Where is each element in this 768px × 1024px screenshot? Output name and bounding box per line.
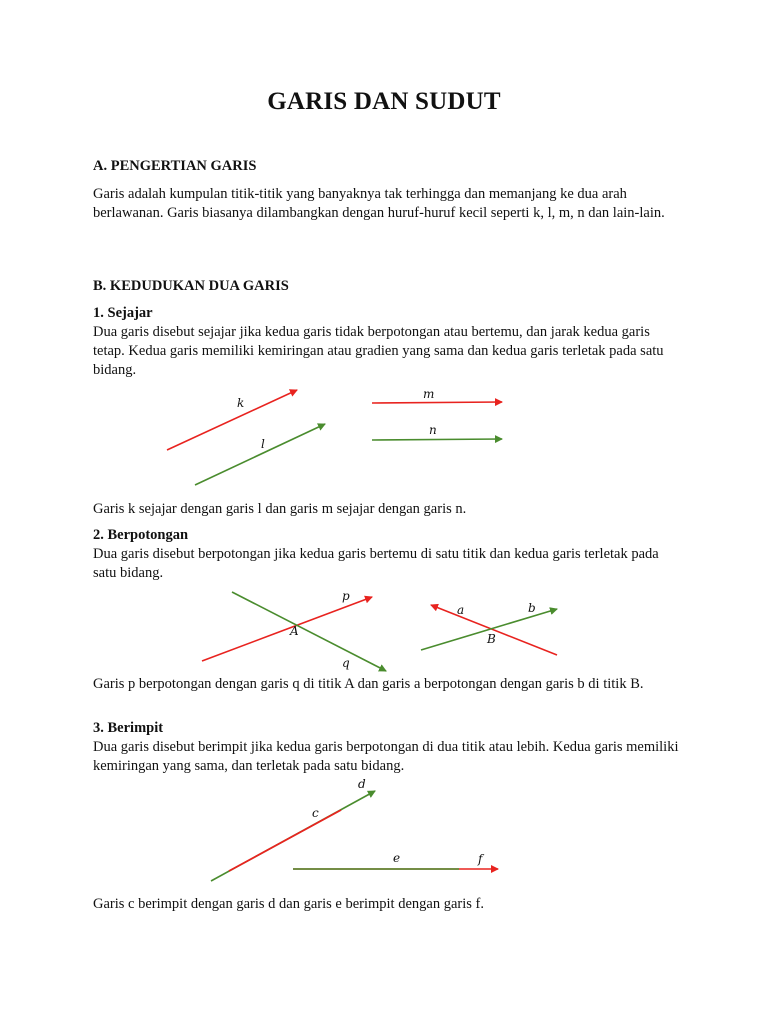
sejajar-title: 1. Sejajar [93,305,153,321]
label-f: f [478,852,483,866]
sejajar-caption: Garis k sejajar dengan garis l dan garis m sejajar dengan garis n. [93,501,467,517]
label-d: d [358,777,366,791]
berpotongan-caption: Garis p berpotongan dengan garis q di titik A dan garis a berpotongan dengan garis b di titik B. [93,676,644,692]
label-b: b [528,601,536,615]
berimpit-text: Dua garis disebut berimpit jika kedua garis berpotongan di dua titik atau lebih. Kedua garis memiliki kemiringan yang sama, dan terletak pada satu bidang. [93,739,679,774]
line-k [167,390,297,450]
section-a-heading: A. PENGERTIAN GARIS [93,158,257,174]
section-b-heading: B. KEDUDUKAN DUA GARIS [93,278,289,294]
line-a [431,605,557,655]
berimpit-figure [0,775,768,890]
line-m [372,402,502,403]
berpotongan-text: Dua garis disebut berpotongan jika kedua garis bertemu di satu titik dan kedua garis terletak pada satu bidang. [93,546,659,581]
line-l [195,424,325,485]
label-p: p [342,589,350,603]
line-q [232,592,386,671]
label-n: n [429,423,437,437]
line-c [229,810,341,871]
label-q: q [342,656,350,670]
label-a: a [457,603,465,617]
label-m: m [423,387,435,401]
line-n [372,439,502,440]
label-c: c [312,806,319,820]
label-e: e [393,851,401,865]
label-A: A [290,624,299,638]
label-B: B [487,632,496,646]
label-k: k [237,396,245,410]
label-l: l [261,437,265,451]
page-title: GARIS DAN SUDUT [267,88,501,115]
berpotongan-figure [0,585,768,675]
berimpit-caption: Garis c berimpit dengan garis d dan garis e berimpit dengan garis f. [93,896,484,912]
berimpit-title: 3. Berimpit [93,720,164,736]
section-a-text: Garis adalah kumpulan titik-titik yang banyaknya tak terhingga dan memanjang ke dua arah berlawanan. Garis biasanya dilambangkan dengan huruf-huruf kecil seperti k, l, m, n dan lain-lain. [93,186,665,221]
berpotongan-title: 2. Berpotongan [93,527,189,543]
sejajar-figure [0,380,768,490]
sejajar-text: Dua garis disebut sejajar jika kedua garis tidak berpotongan atau bertemu, dan jarak kedua garis tetap. Kedua garis memiliki kemiringan atau gradien yang sama dan kedua garis terletak pada satu bidang. [93,324,664,378]
